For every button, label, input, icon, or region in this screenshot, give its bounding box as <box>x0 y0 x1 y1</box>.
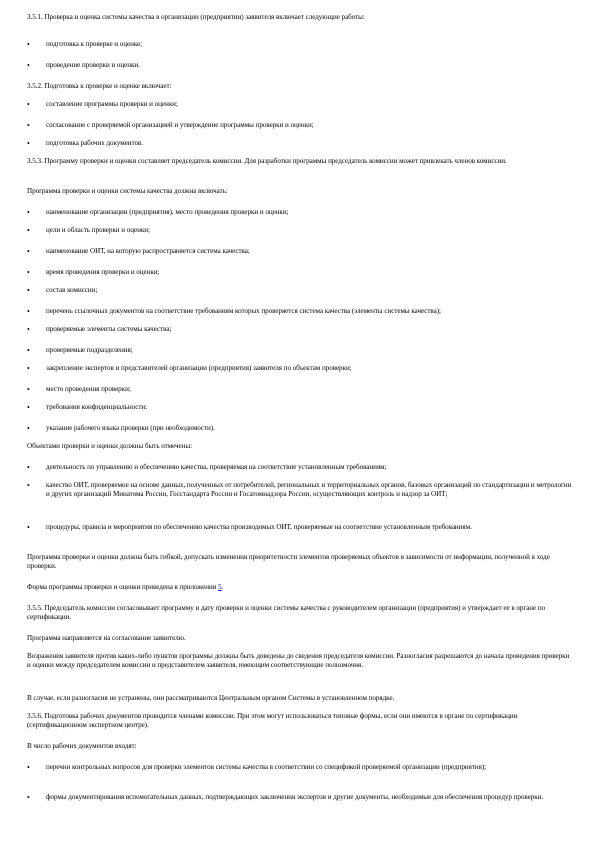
bullet-icon: • <box>27 793 30 802</box>
bullet-icon: • <box>27 385 30 394</box>
bullet-icon: • <box>27 763 30 772</box>
paragraph: 3.5.1. Проверка и оценка системы качества в организации (предприятии) заявителя включает следующие работы: <box>27 13 365 21</box>
appendix-link[interactable]: 5 <box>218 583 222 591</box>
bullet-icon: • <box>27 364 30 373</box>
list-item: формы документирования вспомогательных данных, подтверждающих заключения экспертов и другие документы, необходимые для обеспечения процедур проверки. <box>46 793 544 801</box>
bullet-icon: • <box>27 208 30 217</box>
list-item: перечень ссылочных документов на соответствие требованиям которых проверяется система качества (элементы системы качества); <box>46 307 441 315</box>
paragraph: 3.5.6. Подготовка рабочих документов проводится членами комиссии. При этом могут использоваться типовые формы, если они имеются в органе по сертификации (сертификационном экспертном центре). <box>27 712 518 729</box>
bullet-icon: • <box>27 247 30 256</box>
bullet-icon: • <box>27 268 30 277</box>
bullet-icon: • <box>27 523 30 532</box>
list-item: деятельность по управлению и обеспечению качества, проверяемая на соответствие установленным требованиям; <box>46 463 387 471</box>
bullet-icon: • <box>27 226 30 235</box>
bullet-icon: • <box>27 403 30 412</box>
list-item: состав комиссии; <box>46 286 98 294</box>
list-item: цели и область проверки и оценки; <box>46 226 150 234</box>
paragraph: Форма программы проверки и оценки приведена в приложении 5. <box>27 583 224 591</box>
paragraph: В случае, если разногласия не устранены, они рассматриваются Центральным органом Системы в установленном порядке. <box>27 694 395 702</box>
list-item: наименование организации (предприятия), место проведения проверки и оценки; <box>46 208 289 216</box>
paragraph: Возражения заявителя против каких-либо пунктов программы должны быть доведены до сведения председателя комиссии. Разногласия разрешаются до начала проведения проверки и оценки между председателем комиссии и представителем заявителя, имеющим соответствующие полномочия. <box>27 652 570 669</box>
bullet-icon: • <box>27 61 30 70</box>
list-item: составление программы проверки и оценки; <box>46 100 178 108</box>
bullet-icon: • <box>27 424 30 433</box>
bullet-icon: • <box>27 121 30 130</box>
list-item: согласование с проверяемой организацией и утверждение программы проверки и оценки; <box>46 121 314 129</box>
list-item: время проведения проверки и оценки; <box>46 268 160 276</box>
list-item: проведение проверки и оценки. <box>46 61 140 69</box>
paragraph: В число рабочих документов входят: <box>27 742 137 750</box>
bullet-icon: • <box>27 286 30 295</box>
paragraph: Программа направляется на согласование заявителю. <box>27 634 186 642</box>
list-item: проверяемые подразделения; <box>46 346 133 354</box>
list-item: место проведения проверки; <box>46 385 131 393</box>
paragraph: 3.5.2. Подготовка к проверке и оценке включает: <box>27 82 172 90</box>
paragraph: Объектами проверки и оценки должны быть отмечены: <box>27 442 193 450</box>
list-item: проверяемые элементы системы качества; <box>46 325 172 333</box>
bullet-icon: • <box>27 307 30 316</box>
list-item: наименование ОИТ, на которую распространяется система качества; <box>46 247 250 255</box>
bullet-icon: • <box>27 481 30 490</box>
list-item: перечни контрольных вопросов для проверки элементов системы качества в соответствии со спецификой проверяемой организации (предприятия); <box>46 763 487 771</box>
bullet-icon: • <box>27 40 30 49</box>
list-item: процедуры, правила и мероприятия по обеспечению качества производимых ОИТ, проверяемые на соответствие установленным требованиям. <box>46 523 472 531</box>
bullet-icon: • <box>27 325 30 334</box>
bullet-icon: • <box>27 463 30 472</box>
bullet-icon: • <box>27 346 30 355</box>
paragraph: Программа проверки и оценки должна быть гибкой, допускать изменения приоритетности элементов проверяемых объектов в зависимости от информации, полученной в ходе проверки. <box>27 553 550 570</box>
paragraph: Программа проверки и оценки системы качества должна включать: <box>27 187 228 195</box>
list-item: подготовка к проверке и оценке; <box>46 40 143 48</box>
paragraph: 3.5.3. Программу проверки и оценки составляет председатель комиссии. Для разработки программы председатель комиссии может привлекать членов комиссии. <box>27 157 507 165</box>
paragraph: 3.5.5. Председатель комиссии согласовывает программу и дату проверки и оценки системы качества с руководителем организации (предприятия) и утверждает ее в органе по сертификации. <box>27 604 546 621</box>
list-item: закрепление экспертов и представителей организации (предприятия) заявителя по объектам проверки; <box>46 364 352 372</box>
list-item: подготовка рабочих документов. <box>46 139 144 147</box>
list-item: качество ОИТ, проверяемое на основе данных, полученных от потребителей, региональных и территориальных органов, базовых организаций по стандартизации и метрологии и других организаций Минатома России, Госстандарта России и Госатомнадзора России, осуществляющих контроль и надзор за ОИТ; <box>46 481 572 498</box>
bullet-icon: • <box>27 139 30 148</box>
list-item: требования конфиденциальности; <box>46 403 148 411</box>
bullet-icon: • <box>27 100 30 109</box>
list-item: указание рабочего языка проверки (при необходимости). <box>46 424 215 432</box>
